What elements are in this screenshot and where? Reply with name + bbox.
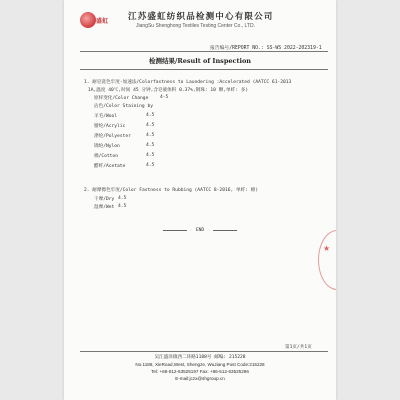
fiber-label: 涤纶/Polyester: [94, 134, 131, 139]
color-change-label: 原样变化/Color Change: [94, 96, 149, 101]
seal-ring: [318, 230, 336, 290]
company-name-cn: 江苏盛虹纺织品检测中心有限公司: [128, 12, 274, 22]
test1-heading-line1: 1. 耐皂洗色牢度-加速法/Colorfastness to Laundering :Accelerated (AATCC 61-2013: [84, 80, 292, 85]
rub-rating: 4.5: [118, 204, 127, 209]
footer-address-en: No.1188, XieRoad,West, Shengze, WuJiang Post Code:215228: [135, 362, 265, 367]
footer-address-cn: 吴江盛泽镇西二环路1188号 邮编: 215228: [154, 355, 246, 360]
logo-swirl-icon: [80, 12, 96, 28]
logo-text: 盛虹: [96, 18, 109, 25]
company-logo: [78, 10, 118, 32]
fiber-rating: 4.5: [146, 113, 155, 118]
report-header: [78, 10, 328, 36]
report-number: 报告编号/REPORT NO.: SS-WS 2022-202319-1: [210, 46, 322, 51]
seal-star-icon: ★: [323, 244, 331, 253]
report-page: [64, 0, 336, 400]
test1-heading-line2: 1A,温度 40℃,时间 45 分钟,含皂液体积 0.37%,钢珠: 10 颗,单纤: 多): [88, 88, 249, 93]
end-dash-left: [163, 230, 187, 231]
page-title: 检测结果/Result of Inspection: [148, 57, 252, 65]
fiber-label: 锦纶/Nylon: [94, 144, 120, 149]
test2-heading: 2. 耐摩擦色牢度/Color Fastness to Rubbing (AATCC 8-2016, 单纤: 棉): [84, 188, 259, 193]
end-marker: [64, 220, 336, 239]
fiber-rating: 4.5: [146, 143, 155, 148]
staining-label: 沾色/Color Staining by: [94, 104, 153, 109]
fiber-label: 醋纤/Acetate: [94, 164, 126, 169]
title-divider: [80, 69, 328, 70]
fiber-rating: 4.5: [146, 153, 155, 158]
end-text: END: [195, 228, 205, 233]
color-change-value: 4-5: [160, 95, 169, 100]
fiber-label: 腈纶/Acrylic: [94, 124, 126, 129]
end-dash-right: [213, 230, 237, 231]
fiber-label: 棉/Cotton: [94, 154, 118, 159]
official-seal-fragment: [318, 230, 336, 290]
rub-rating: 4.5: [118, 196, 127, 201]
fiber-rating: 4.5: [146, 163, 155, 168]
footer-divider: [80, 351, 328, 352]
header-divider: [80, 51, 328, 52]
rub-label: 湿摩/Wet: [94, 205, 115, 210]
footer-phone-fax: Tel: +86-512-63525197 Fax: +86-512-63525296: [151, 369, 249, 374]
fiber-rating: 4.5: [146, 123, 155, 128]
rub-label: 干摩/Dry: [94, 197, 115, 202]
company-name-en: JiangSu Shenghong Textiles Testing Center Co., LTD.: [136, 23, 255, 29]
footer-email: E-mail:jczx@shgroup.cn: [175, 376, 225, 381]
fiber-rating: 4.5: [146, 133, 155, 138]
page-number: 第1页/共1页: [285, 345, 312, 350]
fiber-label: 羊毛/Wool: [94, 114, 118, 119]
